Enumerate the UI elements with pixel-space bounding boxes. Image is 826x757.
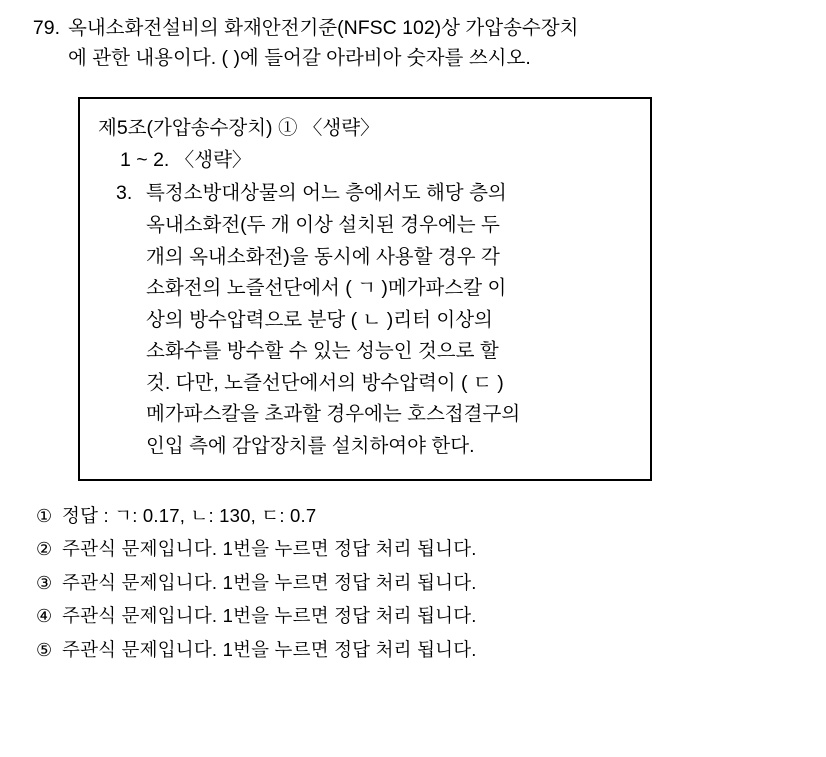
choice-marker: ① xyxy=(36,505,53,526)
choice-label: 주관식 문제입니다. 1번을 누르면 정답 처리 됩니다. xyxy=(62,571,477,593)
choice-label: 주관식 문제입니다. 1번을 누르면 정답 처리 됩니다. xyxy=(62,638,477,660)
statute-item-line: 것. 다만, 노즐선단에서의 방수압력이 ( ㄷ ) xyxy=(146,371,504,394)
answer-choice[interactable] xyxy=(36,571,804,593)
statute-item-line: 인입 측에 감압장치를 설치하여야 한다. xyxy=(146,435,475,458)
answer-choice[interactable] xyxy=(36,607,804,626)
question-text-line: 옥내소화전설비의 화재안전기준(NFSC 102)상 가압송수장치 xyxy=(68,17,579,39)
statute-subitem: 1 ~ 2. 〈생략〉 xyxy=(120,148,252,171)
choice-marker: ⑤ xyxy=(36,639,53,660)
statute-item-line: 개의 옥내소화전)을 동시에 사용할 경우 각 xyxy=(146,245,500,268)
answer-choice-list xyxy=(36,504,804,660)
statute-title: 제5조(가압송수장치) ① 〈생략〉 xyxy=(98,117,380,140)
answer-choice[interactable] xyxy=(36,638,804,660)
choice-marker: ④ xyxy=(36,606,53,627)
question-text-line: 에 관한 내용이다. ( )에 들어갈 아라비아 숫자를 쓰시오. xyxy=(68,46,531,69)
answer-choice[interactable] xyxy=(36,540,804,559)
choice-label: 주관식 문제입니다. 1번을 누르면 정답 처리 됩니다. xyxy=(62,605,477,627)
statute-item-line: 소화전의 노즐선단에서 ( ㄱ )메가파스칼 이 xyxy=(146,277,507,300)
answer-choice[interactable] xyxy=(36,504,804,526)
statute-item-text xyxy=(146,178,632,462)
statute-item-line: 소화수를 방수할 수 있는 성능인 것으로 할 xyxy=(146,340,499,363)
statute-item-line: 옥내소화전(두 개 이상 설치된 경우에는 두 xyxy=(146,213,500,236)
question-number: 79. xyxy=(32,17,60,39)
choice-marker: ③ xyxy=(36,572,53,593)
choice-label: 정답 : ㄱ: 0.17, ㄴ: 130, ㄷ: 0.7 xyxy=(62,504,317,526)
statute-item-line: 상의 방수압력으로 분당 ( ㄴ )리터 이상의 xyxy=(146,308,493,331)
choice-label: 주관식 문제입니다. 1번을 누르면 정답 처리 됩니다. xyxy=(62,538,477,560)
question-stem xyxy=(22,14,804,73)
choice-marker: ② xyxy=(36,539,53,560)
question-text xyxy=(68,14,728,73)
statute-item xyxy=(98,178,632,462)
statute-item-number: 3. xyxy=(116,182,133,205)
statute-excerpt-box xyxy=(78,97,652,480)
statute-item-line: 메가파스칼을 초과할 경우에는 호스접결구의 xyxy=(146,403,521,426)
statute-item-line: 특정소방대상물의 어느 층에서도 해당 층의 xyxy=(146,182,507,205)
